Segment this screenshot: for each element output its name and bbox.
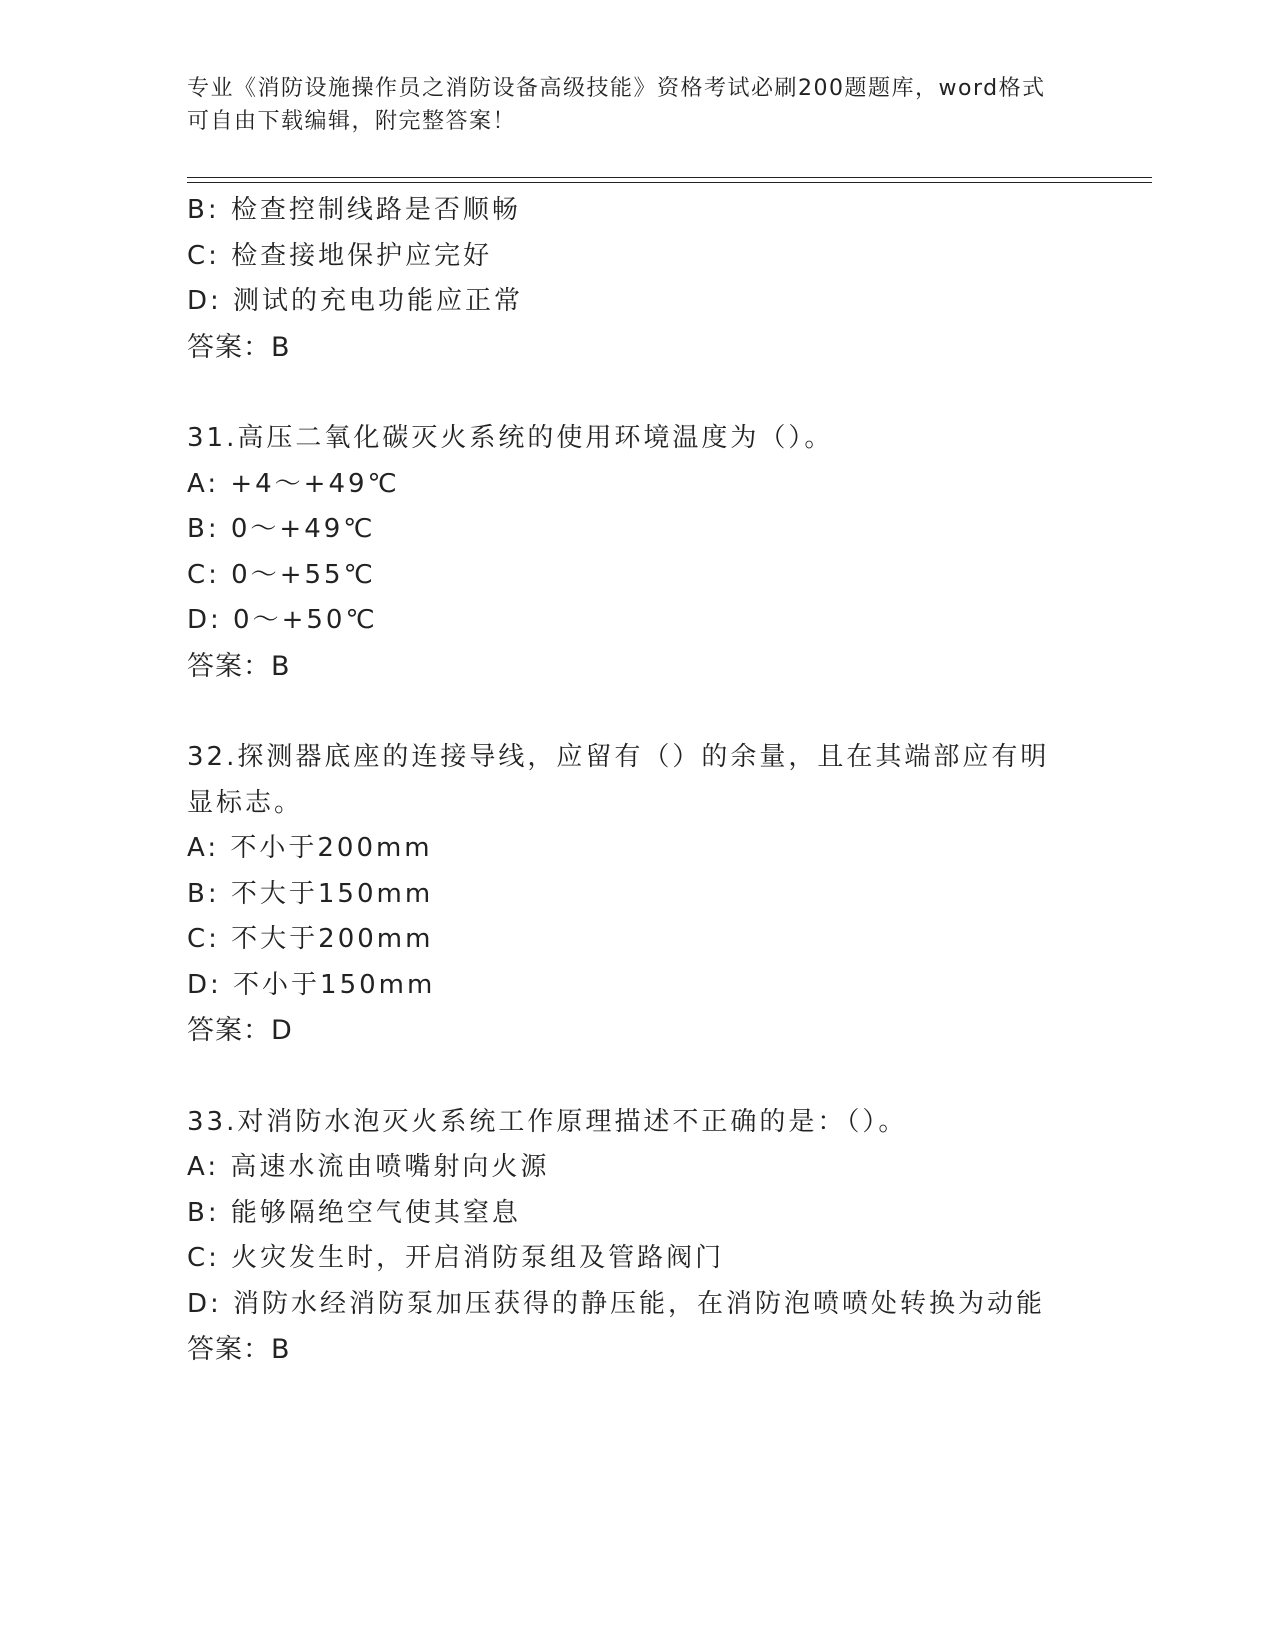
option-b: B: 0～+49℃ [187,514,376,544]
question-32 [187,735,1147,1054]
option-a: A: +4～+49℃ [187,468,400,499]
option-b: B: 能够隔绝空气使其窒息 [187,1197,521,1228]
question-stem: 31.高压二氧化碳灭火系统的使用环境温度为（）。 [187,423,834,453]
answer-line: 答案：B [187,650,291,682]
option-c: C: 火灾发生时，开启消防泵组及管路阀门 [187,1243,725,1273]
option-d: D: 不小于150mm [187,969,436,1000]
question-stem: 32.探测器底座的连接导线，应留有（）的余量，且在其端部应有明显标志。 [187,742,1050,818]
option-a: A: 不小于200mm [187,833,433,863]
option-d: D: 测试的充电功能应正常 [187,286,524,316]
option-b: B: 不大于150mm [187,878,434,909]
answer-line: 答案：B [187,1334,291,1365]
option-d: D: 0～+50℃ [187,605,378,635]
option-b: B: 检查控制线路是否顺畅 [187,195,521,225]
question-33 [187,1100,1147,1373]
option-c: C: 不大于200mm [187,924,434,954]
question-continuation [187,188,1147,370]
answer-line: 答案：D [187,1015,293,1046]
question-list [187,188,1147,1373]
header-divider-top [187,177,1152,178]
question-stem: 33.对消防水泡灭火系统工作原理描述不正确的是：（）。 [187,1106,908,1137]
option-c: C: 检查接地保护应完好 [187,240,493,271]
document-header: 专业《消防设施操作员之消防设备高级技能》资格考试必刷200题题库，word格式可自由下载编辑，附完整答案！ [187,76,1046,134]
option-d: D: 消防水经消防泵加压获得的静压能，在消防泡喷喷处转换为动能 [187,1288,1046,1319]
question-31 [187,416,1147,689]
option-c: C: 0～+55℃ [187,559,376,590]
header-divider-bottom [187,182,1152,183]
option-a: A: 高速水流由喷嘴射向火源 [187,1152,550,1182]
answer-line: 答案：B [187,331,291,363]
